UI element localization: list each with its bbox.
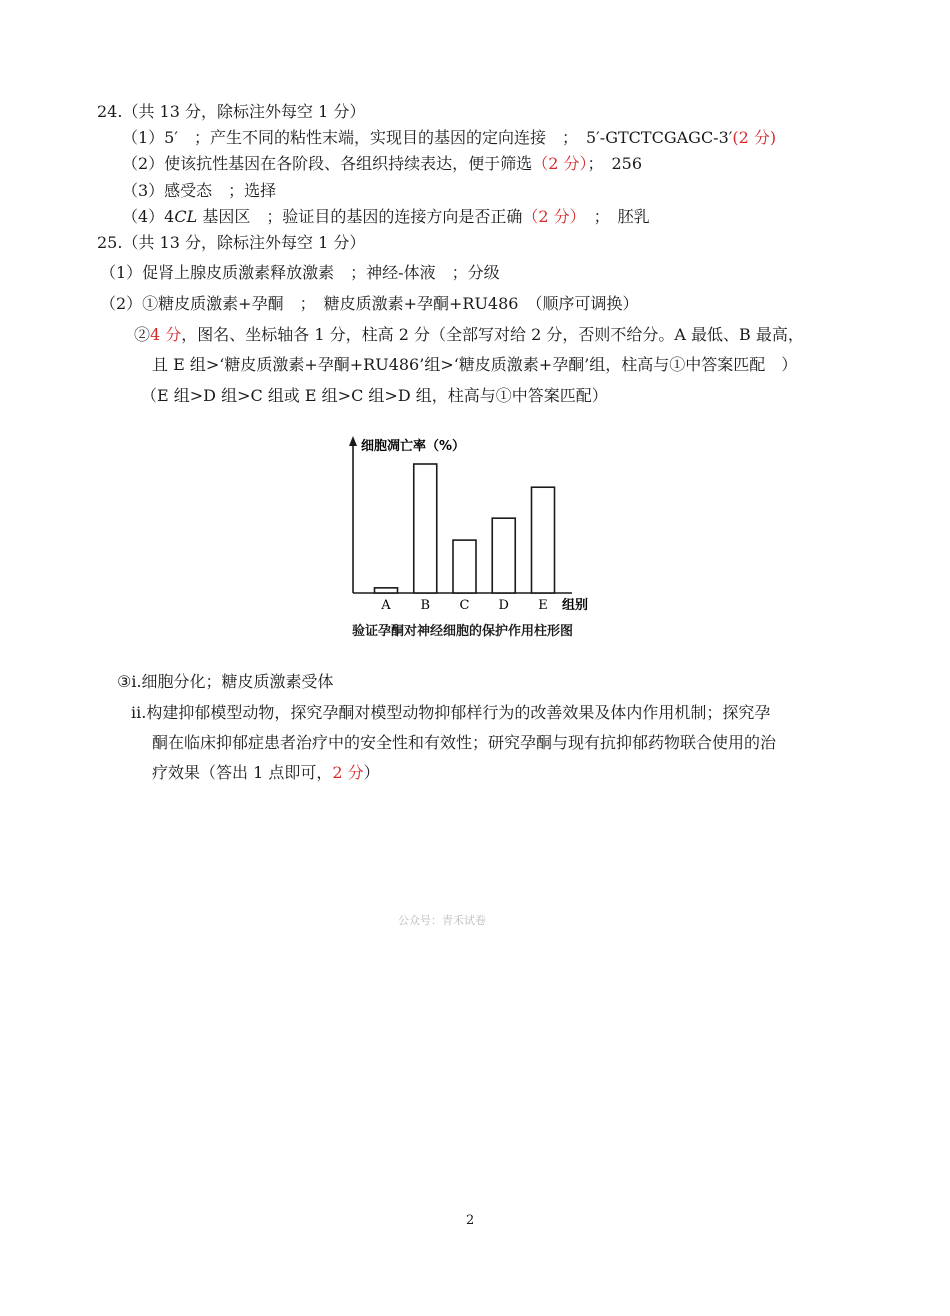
q25-answer-2b-line2: 且 E 组>‘糖皮质激素+孕酮+RU486’组>‘糖皮质激素+孕酮’组，柱高与①中答案匹配 ） xyxy=(152,355,798,374)
page-number: 2 xyxy=(466,1213,475,1228)
bar-B xyxy=(414,464,437,593)
gene-name: CL xyxy=(174,207,198,226)
q25-answer-3-ii-line3-text: 疗效果（答出 1 点即可， xyxy=(152,763,333,782)
q24-answer-4-text: （4）4 xyxy=(122,207,175,226)
watermark: 公众号：青禾试卷 xyxy=(398,914,486,927)
y-axis-label: 细胞凋亡率（%） xyxy=(361,439,466,454)
bar-E xyxy=(532,487,555,593)
score-mark: （2 分） xyxy=(522,207,578,226)
q25-answer-2b-text: ，图名、坐标轴各 1 分，柱高 2 分（全部写对给 2 分，否则不给分。A 最低、B 最高， xyxy=(181,325,804,344)
q25-answer-3-ii-line3 xyxy=(152,762,380,784)
x-axis-label: 组别 xyxy=(562,598,589,613)
bar-D xyxy=(492,518,515,593)
tick-label-C: C xyxy=(459,598,470,613)
q25-answer-3-ii: ii.构建抑郁模型动物，探究孕酮对模型动物抑郁样行为的改善效果及体内作用机制；探究孕 xyxy=(131,703,771,722)
closing-paren: ） xyxy=(363,763,380,782)
q25-answer-2: （2）①糖皮质激素+孕酮 ； 糖皮质激素+孕酮+RU486 （顺序可调换） xyxy=(100,294,639,313)
score-mark: （2 分） xyxy=(532,154,588,173)
q24-answer-2-text: （2）使该抗性基因在各阶段、各组织持续表达，便于筛选 xyxy=(122,154,533,173)
bar-A xyxy=(375,588,398,593)
q25-answer-1: （1）促肾上腺皮质激素释放激素 ；神经-体液 ；分级 xyxy=(100,263,500,282)
chart-title: 验证孕酮对神经细胞的保护作用柱形图 xyxy=(352,624,574,639)
q24-answer-3: （3）感受态 ；选择 xyxy=(122,181,277,200)
q24-answer-1-text: （1）5′ ；产生不同的粘性末端，实现目的基因的定向连接 ； 5′-GTCTCGAGC-3′ xyxy=(122,128,733,147)
y-axis-arrow xyxy=(349,436,357,446)
tick-label-B: B xyxy=(420,598,431,613)
tick-label-A: A xyxy=(381,598,391,613)
circled-number: ② xyxy=(134,325,151,344)
q24-answer-4-mid: 基因区 ；验证目的基因的连接方向是否正确 xyxy=(197,207,523,226)
q25-answer-3-ii-line2: 酮在临床抑郁症患者治疗中的安全性和有效性；研究孕酮与现有抗抑郁药物联合使用的治 xyxy=(152,733,777,752)
bar-C xyxy=(453,540,476,593)
q24-answer-4-tail: ； 胚乳 xyxy=(577,207,650,226)
q24-answer-2-tail: ； 256 xyxy=(587,154,643,173)
tick-label-D: D xyxy=(498,598,509,613)
q24-header: 24.（共 13 分，除标注外每空 1 分） xyxy=(97,102,366,121)
score-mark: (2 分) xyxy=(732,128,777,147)
q25-answer-3-i: ③i.细胞分化；糖皮质激素受体 xyxy=(117,672,334,691)
q25-answer-2b-line3: （E 组>D 组>C 组或 E 组>C 组>D 组，柱高与①中答案匹配） xyxy=(141,386,608,405)
score-mark: 4 分 xyxy=(150,325,182,344)
score-mark: 2 分 xyxy=(332,763,364,782)
q25-header: 25.（共 13 分，除标注外每空 1 分） xyxy=(97,233,366,252)
tick-label-E: E xyxy=(538,598,548,613)
